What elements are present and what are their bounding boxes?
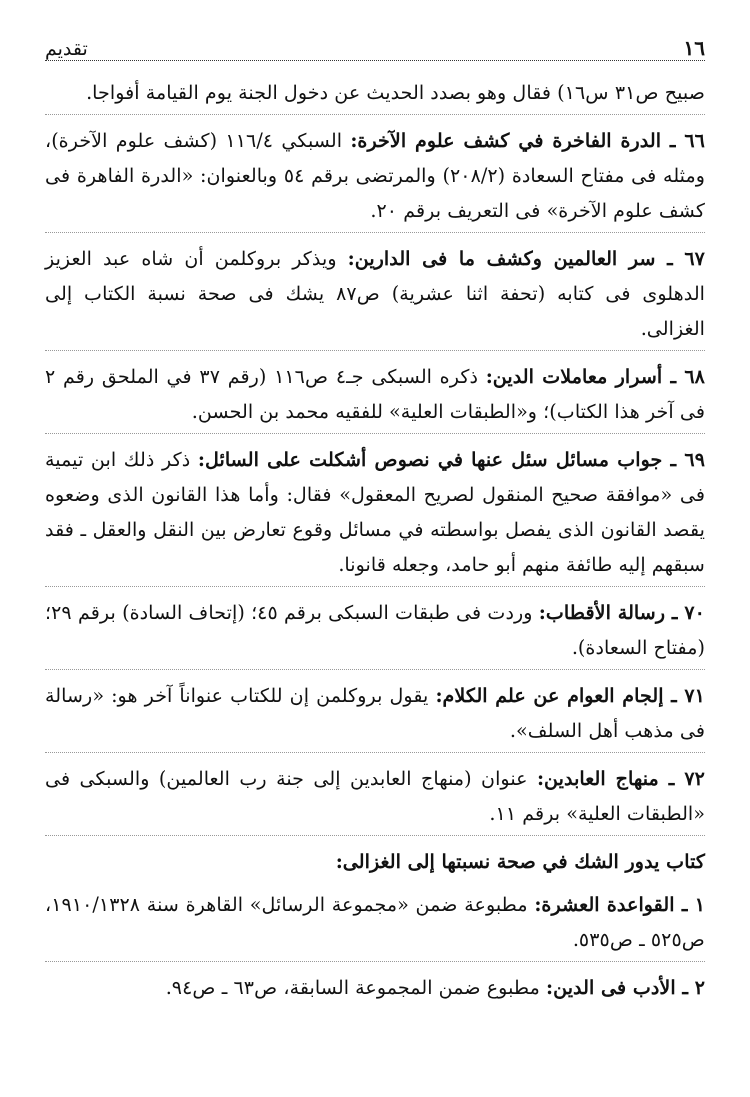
entry-body: يقول بروكلمن إن للكتاب عنواناً آخر هو: «رسالة فى مذهب أهل السلف». [45, 684, 705, 742]
entry-title: ٦٨ ـ أسرار معاملات الدين: [485, 365, 705, 388]
entry-67 [45, 241, 705, 351]
entry-title: ٢ ـ الأدب فى الدين: [546, 976, 705, 999]
entry-68 [45, 359, 705, 434]
entry-body: مطبوعة ضمن «مجموعة الرسائل» القاهرة سنة ١٩١٠/١٣٢٨، ص٥٢٥ ـ ص٥٣٥. [45, 893, 705, 951]
entry-title: ٧١ ـ إلجام العوام عن علم الكلام: [435, 684, 705, 707]
page-number: ١٦ [683, 36, 705, 60]
doubtful-books-heading: كتاب يدور الشك في صحة نسبتها إلى الغزالى: [335, 850, 705, 873]
entry-title: ٦٦ ـ الدرة الفاخرة في كشف علوم الآخرة: [350, 129, 705, 152]
entry-body: السبكي ١١٦/٤ (كشف علوم الآخرة)، ومثله فى مفتاح السعادة (٢٠٨/٢) والمرتضى برقم ٥٤ وبالعنوان: «الدرة الفاهرة فى كشف علوم الآخرة» فى التعريف برقم ٢٠. [45, 129, 705, 222]
entry-66 [45, 123, 705, 233]
entry-title: ٧٢ ـ منهاج العابدين: [536, 767, 705, 790]
entry-70 [45, 595, 705, 670]
entry-body: عنوان (منهاج العابدين إلى جنة رب العالمين) والسبكى فى «الطبقات العلية» برقم ١١. [45, 767, 705, 825]
entry-body: ذكر ذلك ابن تيمية فى «موافقة صحيح المنقول لصريح المعقول» فقال: وأما هذا القانون الذى وضعوه يقصد القانون الذى يفصل بواسطته في مسائل وقوع تعارض بين النقل والعقل ـ فقد سبقهم إليه طائفة منهم أبو حامد، وجعله قانونا. [45, 448, 705, 576]
entry-title: ١ ـ القواعدة العشرة: [534, 893, 705, 916]
section-name: تقديم [45, 38, 88, 60]
entry-title: ٧٠ ـ رسالة الأقطاب: [538, 601, 705, 624]
entry-69 [45, 442, 705, 587]
entry-title: ٦٩ ـ جواب مسائل سئل عنها في نصوص أشكلت على السائل: [197, 448, 706, 471]
entry-72 [45, 761, 705, 836]
intro-text: صبيح ص٣١ س١٦) فقال وهو بصدد الحديث عن دخول الجنة يوم القيامة أفواجا. [86, 81, 705, 104]
doubtful-item-1 [45, 887, 705, 962]
doubtful-item-2 [45, 970, 705, 1009]
entry-body: ويذكر بروكلمن أن شاه عبد العزيز الدهلوى فى كتابه (تحفة اثنا عشرية) ص٨٧ يشك فى صحة نسبة الكتاب إلى الغزالى. [45, 247, 705, 340]
entry-71 [45, 678, 705, 753]
entry-body: ذكره السبكى جـ٤ ص١١٦ (رقم ٣٧ في الملحق رقم ٢ فى آخر هذا الكتاب)؛ و«الطبقات العلية» للفقيه محمد بن الحسن. [45, 365, 705, 423]
intro-paragraph [45, 75, 705, 115]
entry-body: وردت فى طبقات السبكى برقم ٤٥؛ (إتحاف السادة) برقم ٢٩؛ (مفتاح السعادة). [45, 601, 705, 659]
entry-body: مطبوع ضمن المجموعة السابقة، ص٦٣ ـ ص٩٤. [165, 976, 540, 999]
running-header [45, 28, 705, 61]
entry-title: ٦٧ ـ سر العالمين وكشف ما فى الدارين: [347, 247, 705, 270]
book-page [45, 28, 705, 1077]
